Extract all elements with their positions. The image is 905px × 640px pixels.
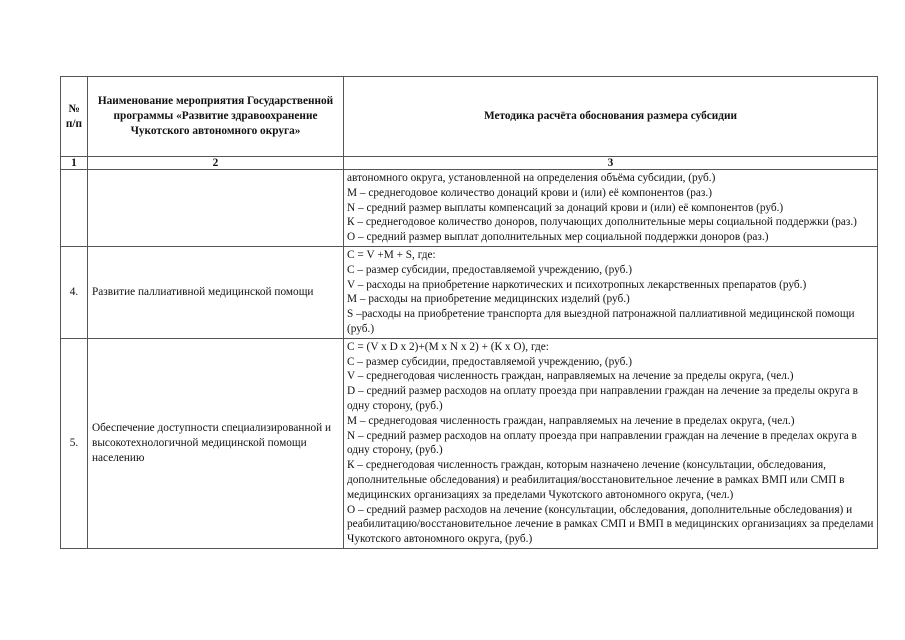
method-line: К – среднегодовая численность граждан, которым назначено лечение (консультации, обследования, дополнительные обследования) и реабилитация/восстановительное лечение в рамках ВМП или СМП в медицинских организациях за пределами Чукотского автономного округа, (чел.)	[347, 459, 845, 501]
row-measure-name: Обеспечение доступности специализированной и высокотехнологичной медицинской помощи населению	[88, 338, 344, 548]
header-method: Методика расчёта обоснования размера субсидии	[344, 77, 878, 157]
method-line: О – средний размер расходов на лечение (консультации, обследования, дополнительные обследования) и реабилитацию/восстановительное лечение в рамках СМП и ВМП в медицинских организациях за пределами Чукотского автономного округа, (руб.)	[347, 503, 874, 546]
method-line: С = (V х D х 2)+(М х N х 2) + (К х О), где:	[347, 340, 549, 353]
subsidy-methodology-table	[60, 76, 878, 549]
row-number	[61, 170, 88, 247]
row-method	[344, 246, 878, 338]
index-row	[61, 157, 878, 170]
method-line: С – размер субсидии, предоставляемой учреждению, (руб.)	[347, 355, 632, 368]
method-line: М – среднегодовое количество донаций крови и (или) её компонентов (раз.)	[347, 186, 712, 199]
method-line: N – средний размер расходов на оплату проезда при направлении граждан на лечение в пределах округа в одну сторону, (руб.)	[347, 429, 857, 457]
method-line: V – расходы на приобретение наркотических и психотропных лекарственных препаратов (руб.)	[347, 278, 807, 291]
method-line: М – расходы на приобретение медицинских изделий (руб.)	[347, 293, 630, 306]
index-cell: 3	[344, 157, 878, 170]
method-line: О – средний размер выплат дополнительных мер социальной поддержки доноров (раз.)	[347, 231, 769, 244]
method-line: V – среднегодовая численность граждан, направляемых на лечение за пределы округа, (чел.)	[347, 370, 794, 383]
method-line: D – средний размер расходов на оплату проезда при направлении граждан на лечение за пределы округа в одну сторону, (руб.)	[347, 385, 858, 412]
header-name: Наименование мероприятия Государственной программы «Развитие здравоохранение Чукотского автономного округа»	[88, 77, 344, 157]
header-num: № п/п	[61, 77, 88, 157]
method-line: автономного округа, установленной на определения объёма субсидии, (руб.)	[347, 172, 716, 184]
table-row	[61, 170, 878, 247]
row-measure-name	[88, 170, 344, 247]
method-line: К – среднегодовое количество доноров, получающих дополнительные меры социальной поддержки (раз.)	[347, 216, 857, 229]
index-cell: 1	[61, 157, 88, 170]
method-line: С = V +М + S, где:	[347, 248, 436, 261]
method-line: С – размер субсидии, предоставляемой учреждению, (руб.)	[347, 263, 632, 276]
row-measure-name: Развитие паллиативной медицинской помощи	[88, 246, 344, 338]
index-cell: 2	[88, 157, 344, 170]
method-line: N – средний размер выплаты компенсаций за донаций крови и (или) её компонентов (руб.)	[347, 201, 784, 214]
row-number: 5.	[61, 338, 88, 548]
row-number: 4.	[61, 246, 88, 338]
header-row	[61, 77, 878, 157]
row-method	[344, 338, 878, 548]
table-row	[61, 338, 878, 548]
table-row	[61, 246, 878, 338]
method-line: М – среднегодовая численность граждан, направляемых на лечение в пределах округа, (чел.)	[347, 414, 795, 427]
method-line: S –расходы на приобретение транспорта для выездной патронажной паллиативной медицинской помощи (руб.)	[347, 308, 855, 335]
row-method	[344, 170, 878, 247]
